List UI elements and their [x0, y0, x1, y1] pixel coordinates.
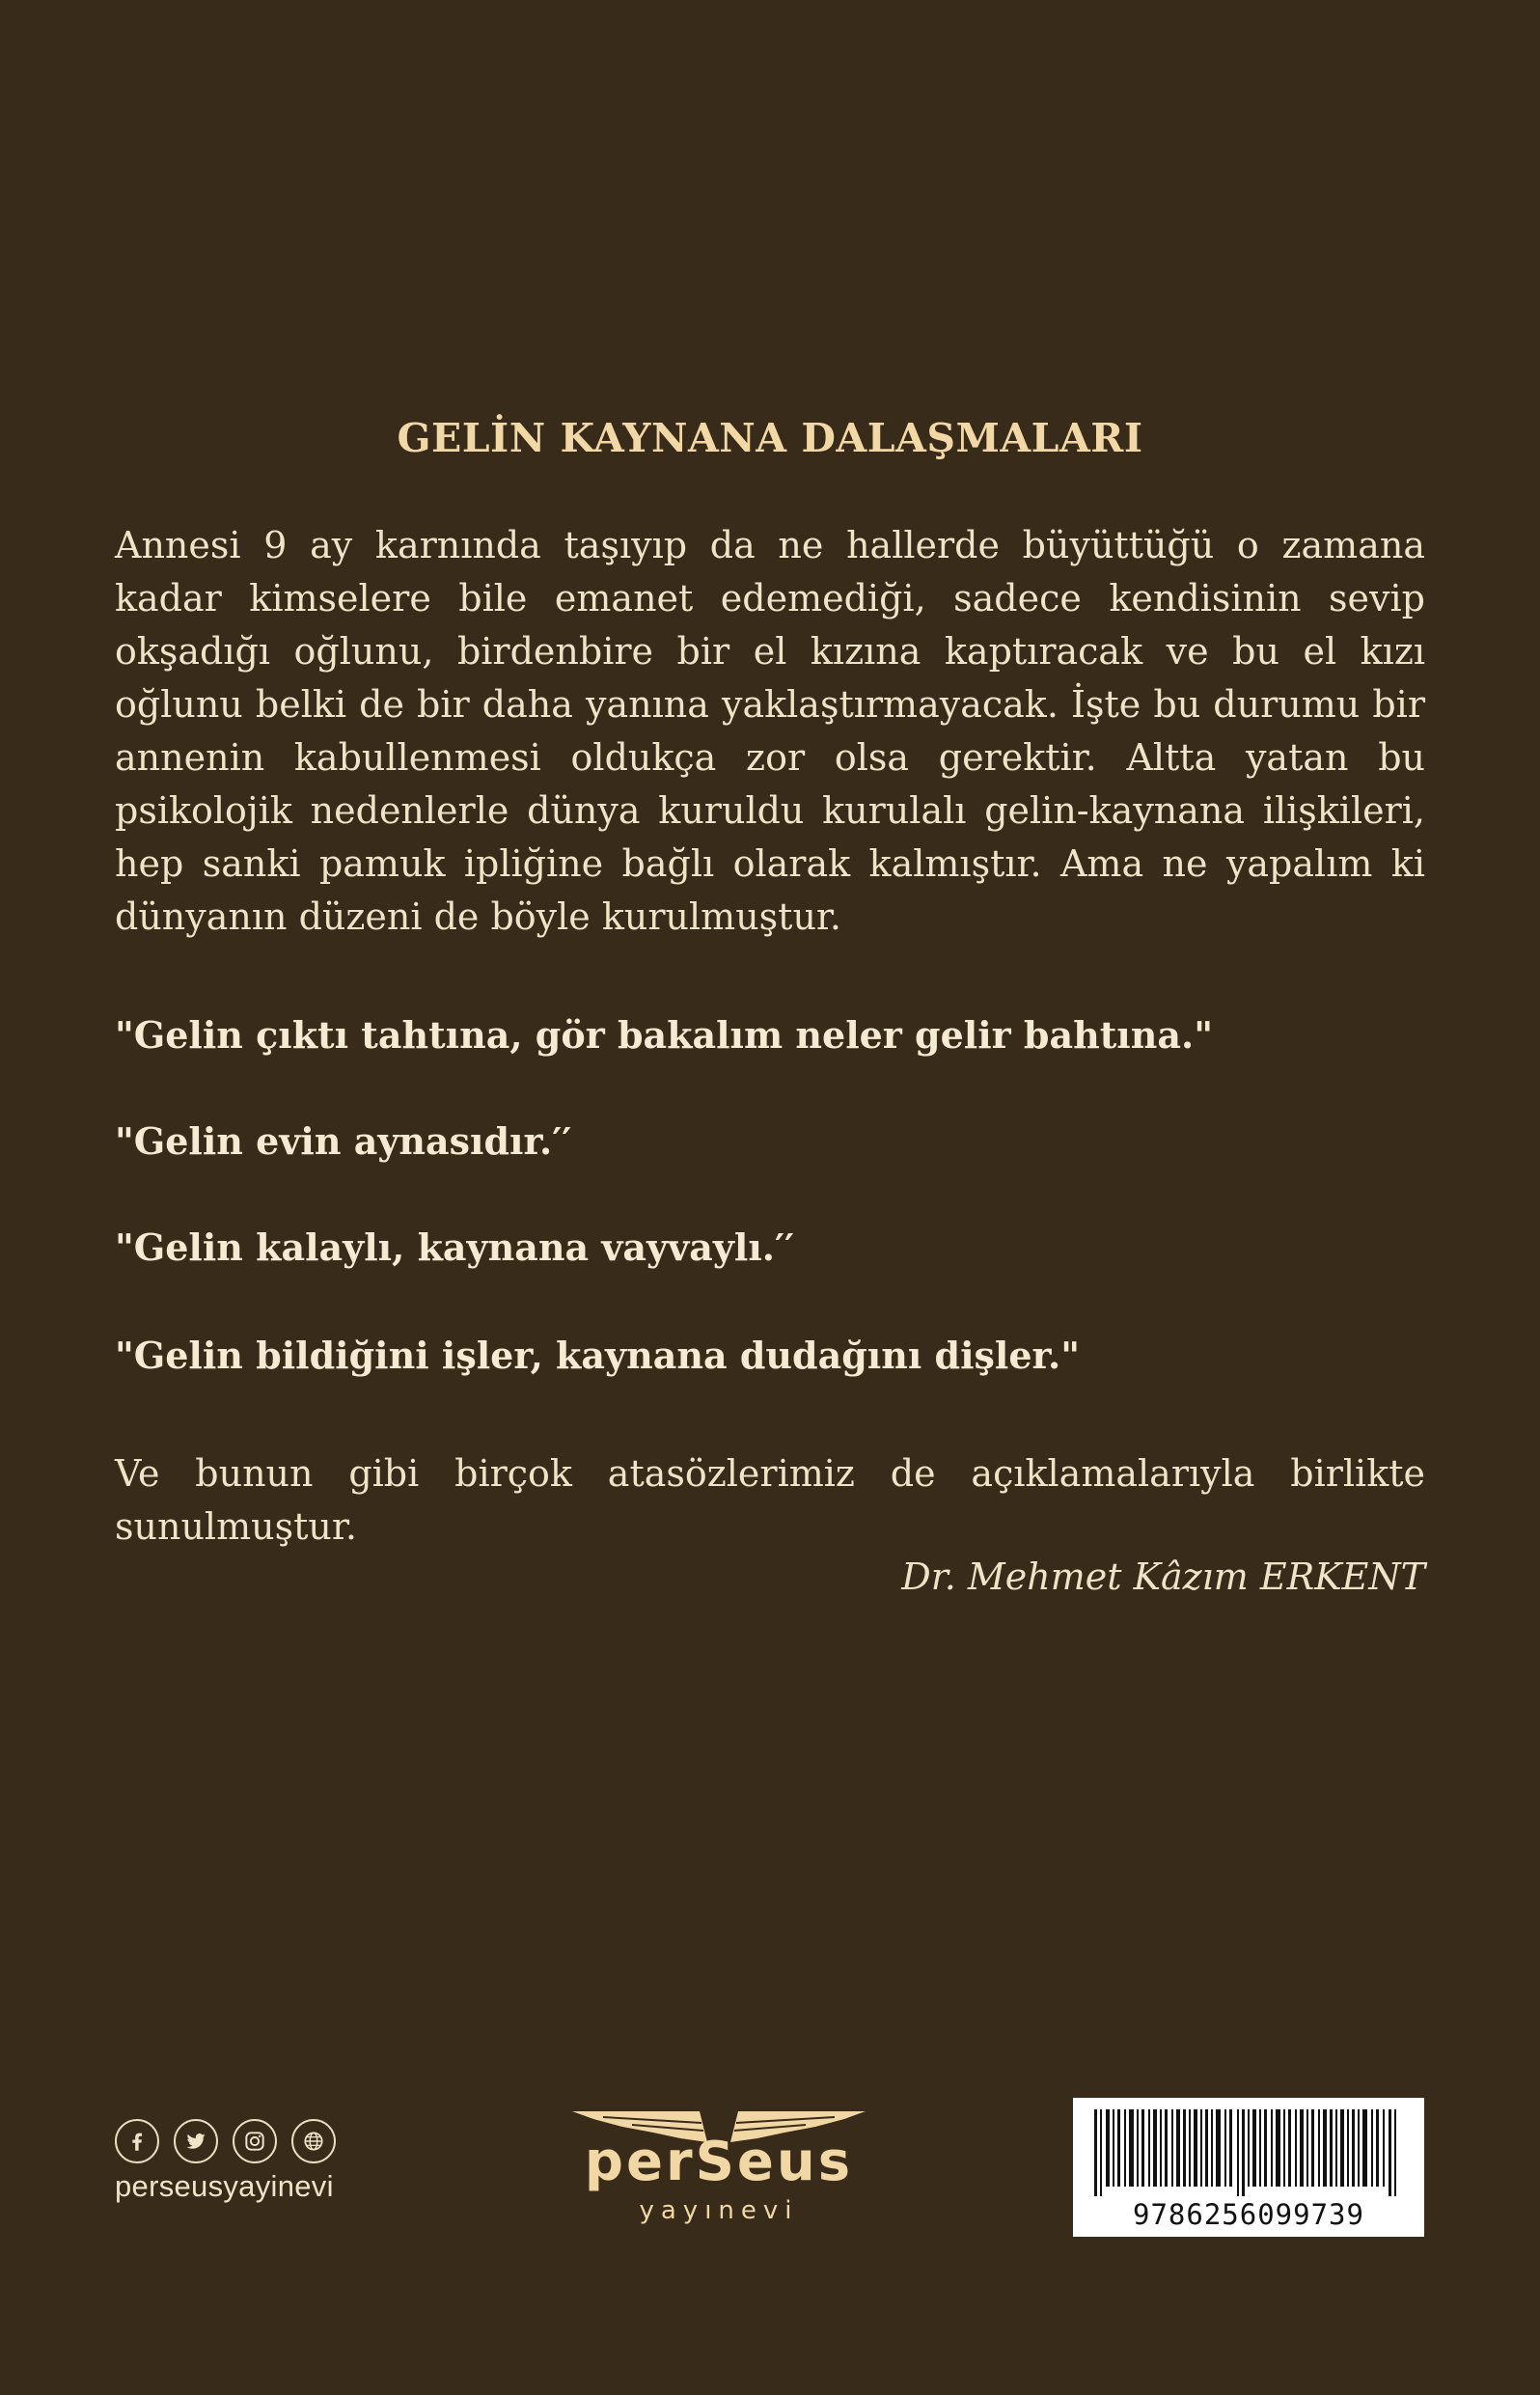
proverb-quote: "Gelin bildiğini işler, kaynana dudağını dişler.": [115, 1334, 1081, 1377]
globe-icon[interactable]: [291, 2119, 336, 2163]
isbn-barcode: [1073, 2098, 1424, 2237]
instagram-icon[interactable]: [233, 2119, 277, 2163]
closing-paragraph: Ve bunun gibi birçok atasözlerimiz de açıklamalarıyla birlikte sunulmuştur.: [115, 1452, 1425, 1548]
publisher-logo: [564, 2104, 873, 2229]
social-handle[interactable]: perseusyayinevi: [115, 2169, 334, 2203]
barcode-bars: [1073, 2098, 1424, 2198]
twitter-icon[interactable]: [174, 2119, 218, 2163]
social-links: [115, 2119, 336, 2163]
proverb-quote: "Gelin evin aynasıdır.′′: [115, 1119, 572, 1163]
isbn-number: 9786256099739: [1133, 2198, 1364, 2231]
publisher-subtitle: yayınevi: [639, 2196, 799, 2225]
publisher-name: perSeus: [584, 2131, 854, 2193]
blurb-paragraph: [115, 519, 1425, 944]
facebook-icon[interactable]: [115, 2119, 159, 2163]
blurb-text: Annesi 9 ay karnında taşıyıp da ne hallerde büyüttüğü o zamana kadar kimselere bile emanet edemediği, sadece kendisinin sevip okşadığı oğlunu, birdenbire bir el kızına kaptıracak ve bu el kızı oğlunu belki de bir daha yanına yaklaştırmayacak. İşte bu durumu bir annenin kabullenmesi oldukça zor olsa gerektir. Altta yatan bu psikolojik nedenlerle dünya kuruldu kurulalı gelin-kaynana ilişkileri, hep sanki pamuk ipliğine bağlı olarak kalmıştır. Ama ne yapalım ki dünyanın düzeni de böyle kurulmuştur.: [115, 524, 1425, 938]
proverb-quote: "Gelin kalaylı, kaynana vayvaylı.′′: [115, 1225, 795, 1269]
book-title: GELİN KAYNANA DALAŞMALARI: [397, 415, 1143, 461]
author-signature: Dr. Mehmet Kâzım ERKENT: [901, 1555, 1425, 1598]
proverb-quote: "Gelin çıktı tahtına, gör bakalım neler gelir bahtına.": [115, 1013, 1214, 1057]
